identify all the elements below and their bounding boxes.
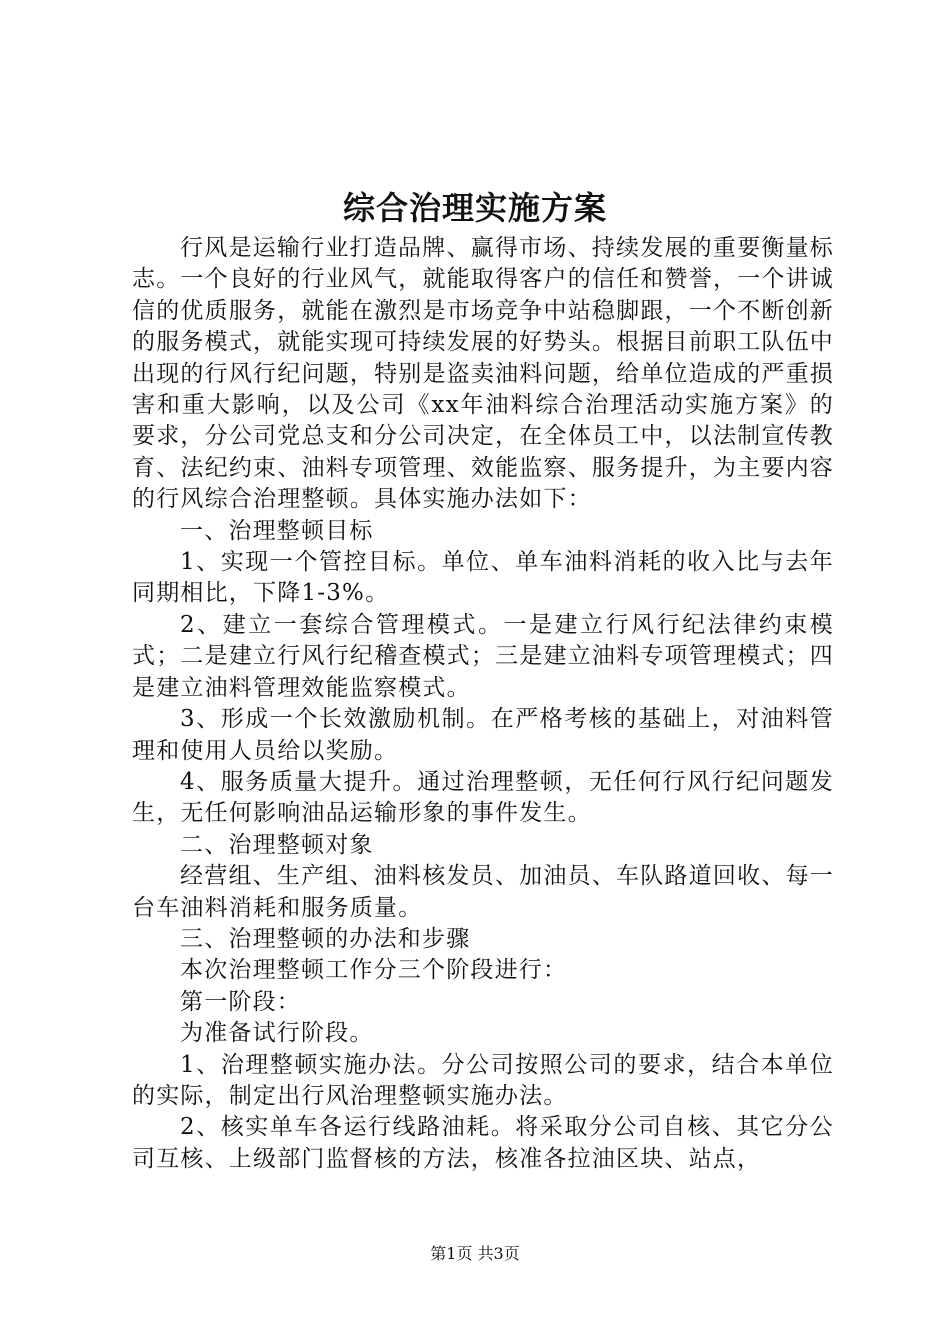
paragraph-targets: 经营组、生产组、油料核发员、加油员、车队路道回收、每一台车油料消耗和服务质量。 [132, 863, 834, 921]
paragraph-stage-1-label: 第一阶段： [180, 988, 301, 1015]
paragraph-stages-intro: 本次治理整顿工作分三个阶段进行： [180, 957, 568, 984]
page-footer: 第1页 共3页 [430, 1244, 520, 1263]
section-heading-methods: 三、治理整顿的办法和步骤 [180, 925, 471, 952]
paragraph-stage-1-item-2: 2、核实单车各运行线路油耗。将采取分公司自核、其它分公司互核、上级部门监督核的方法，核准各拉油区块、站点， [132, 1114, 834, 1172]
section-heading-targets: 二、治理整顿对象 [180, 831, 374, 858]
section-heading-goals: 一、治理整顿目标 [180, 517, 374, 544]
paragraph-goal-3: 3、形成一个长效激励机制。在严格考核的基础上，对油料管理和使用人员给以奖励。 [132, 706, 834, 764]
document-body [132, 233, 834, 1175]
paragraph-stage-1-item-1: 1、治理整顿实施办法。分公司按照公司的要求，结合本单位的实际，制定出行风治理整顿实施办法。 [132, 1051, 834, 1109]
paragraph-goal-2: 2、建立一套综合管理模式。一是建立行风行纪法律约束模式；二是建立行风行纪稽查模式；三是建立油料专项管理模式；四是建立油料管理效能监察模式。 [132, 611, 834, 701]
document-title: 综合治理实施方案 [342, 189, 607, 227]
paragraph-intro: 行风是运输行业打造品牌、赢得市场、持续发展的重要衡量标志。一个良好的行业风气，就能取得客户的信任和赞誉，一个讲诚信的优质服务，就能在激烈是市场竞争中站稳脚跟，一个不断创新的服务模式，就能实现可持续发展的好势头。根据目前职工队伍中出现的行风行纪问题，特别是盗卖油料问题，给单位造成的严重损害和重大影响，以及公司《xx年油料综合治理活动实施方案》的要求，分公司党总支和分公司决定，在全体员工中，以法制宣传教育、法纪约束、油料专项管理、效能监察、服务提升，为主要内容的行风综合治理整顿。具体实施办法如下： [132, 235, 834, 513]
paragraph-stage-1-desc: 为准备试行阶段。 [180, 1020, 374, 1047]
paragraph-goal-4: 4、服务质量大提升。通过治理整顿，无任何行风行纪问题发生，无任何影响油品运输形象的事件发生。 [132, 768, 834, 827]
paragraph-goal-1: 1、实现一个管控目标。单位、单车油料消耗的收入比与去年同期相比，下降1-3%。 [132, 549, 834, 607]
